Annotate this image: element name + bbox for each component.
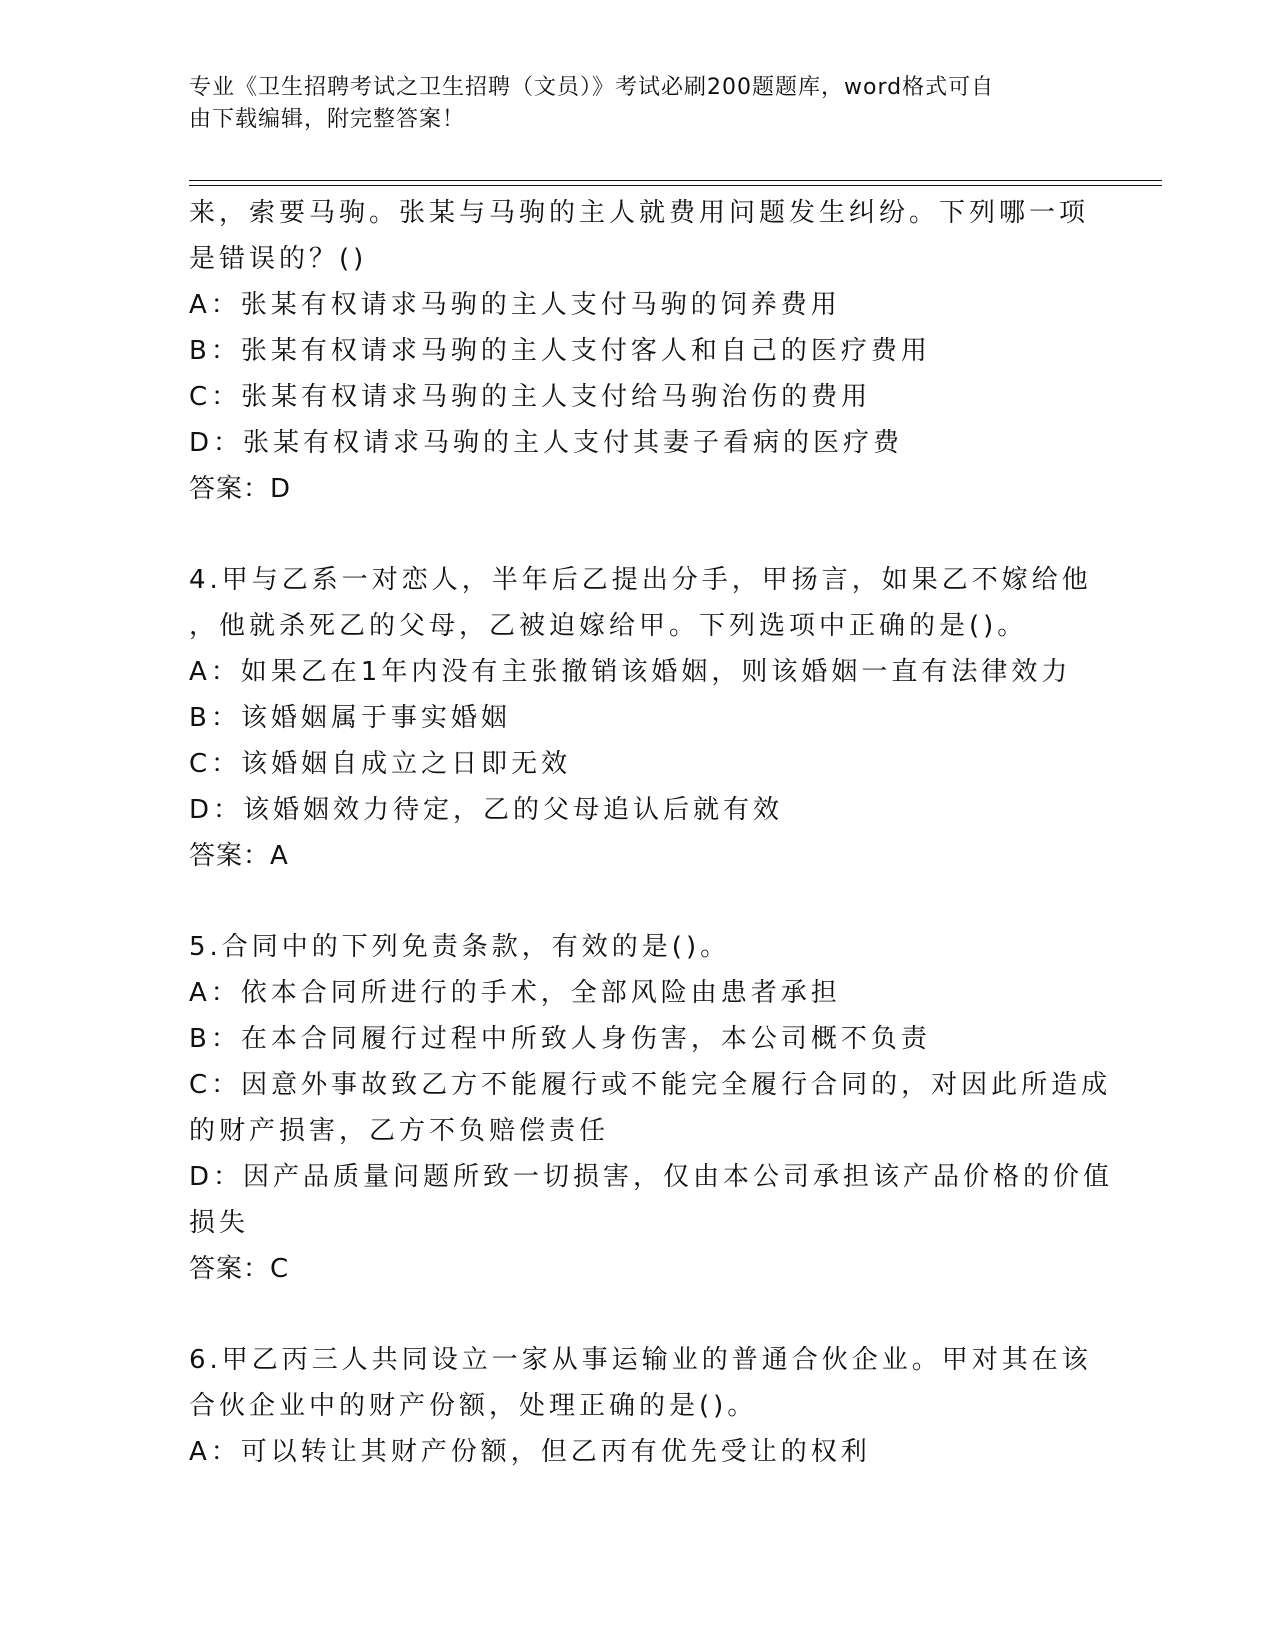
question-5 <box>189 924 1114 1292</box>
option-a: A：如果乙在1年内没有主张撤销该婚姻，则该婚姻一直有法律效力 <box>189 657 1072 687</box>
document-body <box>189 190 1114 1475</box>
question-stem: ，他就杀死乙的父母，乙被迫嫁给甲。下列选项中正确的是()。 <box>189 611 1028 641</box>
option-c: C：因意外事故致乙方不能履行或不能完全履行合同的，对因此所造成 <box>189 1070 1112 1100</box>
option-b: B：在本合同履行过程中所致人身伤害，本公司概不负责 <box>189 1024 931 1054</box>
question-stem: 来，索要马驹。张某与马驹的主人就费用问题发生纠纷。下列哪一项 <box>189 198 1090 228</box>
answer-line: 答案：C <box>189 1254 290 1284</box>
option-d: D：张某有权请求马驹的主人支付其妻子看病的医疗费 <box>189 428 904 458</box>
option-c: C：该婚姻自成立之日即无效 <box>189 749 572 779</box>
option-d-continued: 损失 <box>189 1208 250 1238</box>
header-divider <box>189 180 1162 181</box>
question-stem: 4.甲与乙系一对恋人，半年后乙提出分手，甲扬言，如果乙不嫁给他 <box>189 565 1092 595</box>
option-a: A：依本合同所进行的手术，全部风险由患者承担 <box>189 978 841 1008</box>
option-b: B：张某有权请求马驹的主人支付客人和自己的医疗费用 <box>189 336 931 366</box>
question-3 <box>189 190 1089 512</box>
option-d: D：该婚姻效力待定，乙的父母追认后就有效 <box>189 795 784 825</box>
question-stem: 5.合同中的下列免责条款，有效的是()。 <box>189 932 731 962</box>
answer-line: 答案：D <box>189 474 292 504</box>
option-a: A：张某有权请求马驹的主人支付马驹的饲养费用 <box>189 290 841 320</box>
answer-line: 答案：A <box>189 841 289 871</box>
question-6 <box>189 1337 1092 1475</box>
option-b: B：该婚姻属于事实婚姻 <box>189 703 511 733</box>
option-d: D：因产品质量问题所致一切损害，仅由本公司承担该产品价格的价值 <box>189 1162 1114 1192</box>
question-4 <box>189 557 1092 879</box>
option-c-continued: 的财产损害，乙方不负赔偿责任 <box>189 1116 610 1146</box>
question-stem: 6.甲乙丙三人共同设立一家从事运输业的普通合伙企业。甲对其在该 <box>189 1345 1092 1375</box>
header-divider <box>189 185 1162 186</box>
header-line: 由下载编辑，附完整答案！ <box>189 107 466 132</box>
question-stem: 合伙企业中的财产份额，处理正确的是()。 <box>189 1391 758 1421</box>
option-c: C：张某有权请求马驹的主人支付给马驹治伤的费用 <box>189 382 872 412</box>
question-stem: 是错误的？() <box>189 244 368 274</box>
document-header <box>189 72 1069 136</box>
option-a: A：可以转让其财产份额，但乙丙有优先受让的权利 <box>189 1437 871 1467</box>
header-line: 专业《卫生招聘考试之卫生招聘（文员）》考试必刷200题题库，word格式可自 <box>189 75 995 100</box>
